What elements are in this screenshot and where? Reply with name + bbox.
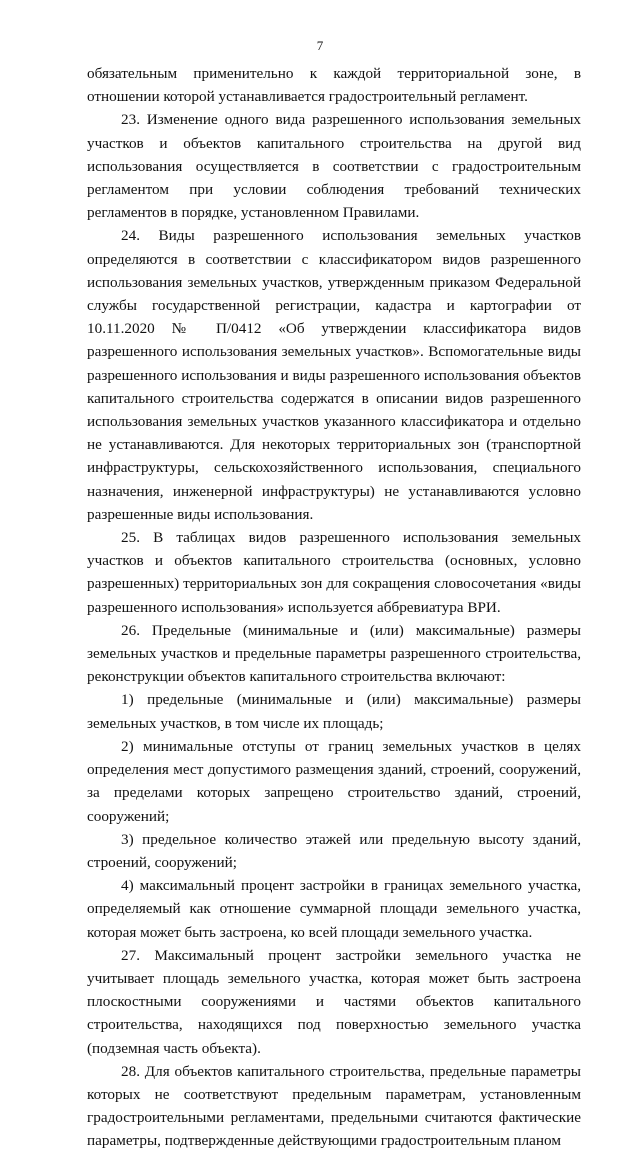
paragraph: 26. Предельные (минимальные и (или) максимальные) размеры земельных участков и предельные параметры разрешенного строительства, реконструкции объектов капитального строительства включают: — [87, 621, 581, 686]
paragraph: 4) максимальный процент застройки в границах земельного участка, определяемый как отношение суммарной площади земельного участка, которая может быть застроена, ко всей площади земельного участка. — [87, 877, 581, 941]
page-number: 7 — [316, 38, 324, 53]
paragraph: 2) минимальные отступы от границ земельных участков в целях определения мест допустимого размещения зданий, строений, сооружений, за пределами которых запрещено строительство зданий, строений, сооружений; — [87, 737, 581, 825]
paragraph: 3) предельное количество этажей или предельную высоту зданий, строений, сооружений; — [87, 830, 581, 871]
paragraph: 1) предельные (минимальные и (или) максимальные) размеры земельных участков, в том числе их площадь; — [87, 691, 581, 732]
paragraph: 25. В таблицах видов разрешенного использования земельных участков и объектов капитального строительства (основных, условно разрешенных) территориальных зон для сокращения словосочетания «виды разрешенного использования» используется аббревиатура ВРИ. — [87, 529, 581, 616]
paragraph: 23. Изменение одного вида разрешенного использования земельных участков и объектов капитального строительства на другой вид использования осуществляется в соответствии с градостроительным регламентом при условии соблюдения требований технических регламентов в порядке, установленном Правилами. — [87, 111, 581, 222]
paragraph: обязательным применительно к каждой территориальной зоне, в отношении которой устанавливается градостроительный регламент. — [87, 65, 581, 106]
document-body — [87, 62, 581, 1153]
paragraph: 24. Виды разрешенного использования земельных участков определяются в соответствии с классификатором видов разрешенного использования земельных участков, утвержденным приказом Федеральной службы государственной регистрации, кадастра и картографии от 10.11.2020 № П/0412 «Об утверждении классификатора видов разрешенного использования земельных участков». Вспомогательные виды разрешенного использования и виды разрешенного использования объектов капитального строительства содержатся в описании видов разрешенного использования земельных участков указанного классификатора и отдельно не устанавливаются. Для некоторых территориальных зон (транспортной инфраструктуры, сельскохозяйственного использования, специального назначения, инженерной инфраструктуры) не устанавливаются условно разрешенные виды использования. — [87, 227, 581, 523]
paragraph: 27. Максимальный процент застройки земельного участка не учитывает площадь земельного участка, которая может быть застроена плоскостными сооружениями и частями объектов капитального строительства, находящихся под поверхностью земельного участка (подземная часть объекта). — [87, 946, 581, 1057]
paragraph: 28. Для объектов капитального строительства, предельные параметры которых не соответствуют предельным параметрам, установленным градостроительными регламентами, предельными считаются фактические параметры, подтвержденные действующими градостроительным планом — [87, 1062, 581, 1150]
